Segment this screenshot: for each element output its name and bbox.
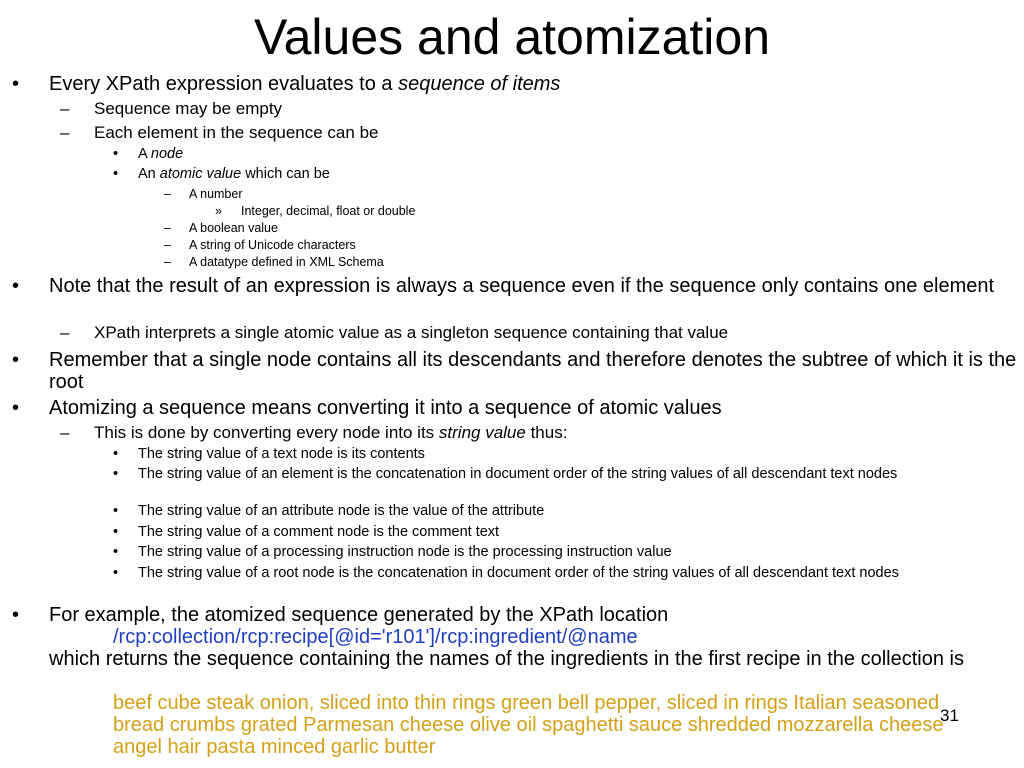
bullet-mark: •	[113, 503, 119, 519]
bullet-1-2-1-text: A node	[138, 146, 184, 162]
slide-title: Values and atomization	[253, 9, 771, 65]
bullet-mark: •	[12, 275, 20, 297]
bullet-mark: •	[113, 166, 119, 182]
bullet-2-1-text: XPath interprets a single atomic value as a singleton sequence containing that value	[94, 323, 729, 342]
dash-mark: –	[60, 99, 70, 118]
bullet-mark: •	[113, 466, 119, 482]
bullet-4-1-text: This is done by converting every node into its string value thus:	[94, 423, 568, 442]
bullet-4-1-6-text: The string value of a root node is the concatenation in document order of the string values of all descendant text nodes	[138, 565, 899, 581]
bullet-mark: •	[113, 544, 119, 560]
bullet-4-text: Atomizing a sequence means converting it into a sequence of atomic values	[49, 397, 722, 419]
dash-mark: –	[164, 255, 171, 269]
bullet-mark: •	[12, 73, 20, 95]
bullet-1-text: Every XPath expression evaluates to a sequence of items	[49, 73, 561, 95]
bullet-4-1-4-text: The string value of a comment node is the comment text	[138, 524, 500, 540]
ingredient-sequence: beef cube steak onion, sliced into thin rings green bell pepper, sliced in rings Italian seasoned bread crumbs grated Parmesan cheese olive oil spaghetti sauce shredded mozzarella cheese angel hair pasta minced garlic butter	[113, 692, 944, 758]
bullet-mark: •	[12, 604, 20, 626]
bullet-mark: •	[113, 565, 119, 581]
bullet-4-1-1-text: The string value of a text node is its contents	[138, 446, 425, 462]
dash-mark: –	[164, 187, 171, 201]
bullet-4-1-5-text: The string value of a processing instruction node is the processing instruction value	[138, 544, 672, 560]
bullet-mark: •	[113, 146, 119, 162]
bullet-1-2-2-text: An atomic value which can be	[138, 166, 330, 182]
bullet-2-text: Note that the result of an expression is always a sequence even if the sequence only contains one element	[49, 275, 995, 297]
dash-mark: –	[60, 123, 70, 142]
page-number: 31	[940, 706, 959, 725]
dash-mark: –	[164, 238, 171, 252]
bullet-string-text: A string of Unicode characters	[189, 238, 356, 252]
bullet-number-text: A number	[189, 187, 243, 201]
bullet-mark: •	[113, 446, 119, 462]
bullet-boolean-text: A boolean value	[189, 221, 278, 235]
bullet-3-text: Remember that a single node contains all its descendants and therefore denotes the subtree of which it is the root	[49, 349, 1017, 393]
bullet-5-continuation: which returns the sequence containing the names of the ingredients in the first recipe in the collection is	[49, 648, 964, 670]
dash-mark: –	[164, 221, 171, 235]
chevron-mark: »	[215, 204, 222, 218]
xpath-location: /rcp:collection/rcp:recipe[@id='r101']/rcp:ingredient/@name	[113, 626, 638, 648]
bullet-4-1-2-text: The string value of an element is the concatenation in document order of the string values of all descendant text nodes	[138, 466, 898, 482]
bullet-mark: •	[113, 524, 119, 540]
bullet-datatype-text: A datatype defined in XML Schema	[189, 255, 384, 269]
bullet-4-1-3-text: The string value of an attribute node is the value of the attribute	[138, 503, 545, 519]
bullet-1-1-text: Sequence may be empty	[94, 99, 283, 118]
dash-mark: –	[60, 323, 70, 342]
dash-mark: –	[60, 423, 70, 442]
bullet-number-types-text: Integer, decimal, float or double	[241, 204, 416, 218]
bullet-5-text: For example, the atomized sequence generated by the XPath location	[49, 604, 669, 626]
bullet-mark: •	[12, 349, 20, 371]
bullet-mark: •	[12, 397, 20, 419]
bullet-1-2-text: Each element in the sequence can be	[94, 123, 379, 142]
